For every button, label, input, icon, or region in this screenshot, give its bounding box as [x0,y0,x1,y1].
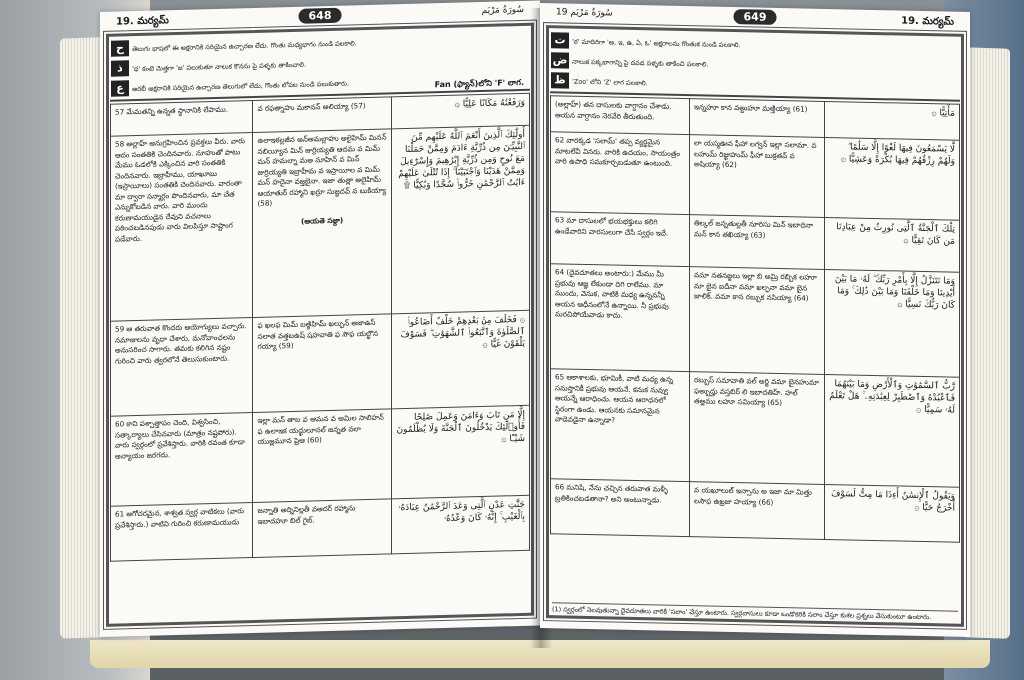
right-pronunciation-notes [550,31,960,102]
verse-row [111,125,530,321]
arabic-verse: وَرَفَعْنَٰهُ مَكَانًا عَلِيًّا ۞ [391,93,529,129]
arabic-verse: أُولَٰٓئِكَ ٱلَّذِينَ أَنْعَمَ ٱللَّهُ عَلَيْهِم مِّنَ ٱلنَّبِيِّـۧنَ مِن ذُرِّيَّةِ ءَادَمَ وَمِمَّنْ حَمَلْنَا مَعَ نُوحٍ وَمِن ذُرِّيَّةِ إِبْرَٰهِيمَ وَإِسْرَٰٓءِيلَ وَمِمَّنْ هَدَيْنَا وَٱجْتَبَيْنَآ ۚ إِذَا تُتْلَىٰ عَلَيْهِمْ ءَايَٰتُ ٱلرَّحْمَٰنِ خَرُّوا۟ سُجَّدًا وَبُكِيًّا ۩ [391,125,529,314]
transliteration: ఇల్లా మన్ తాబ వ ఆమన వ అమిల సాలిహన్ ఫ ఉలాఇక యద్ఖులూనల్ జన్నత వలా యుజ్లమూన షైఆ (60) [253,409,391,503]
left-note-text: తెలుగు భాషలో ఈ అక్షరానికి సరియైన ఉచ్చారణ లేదు. గొంతు మధ్యభాగం నుండి పలకాలి. [132,39,357,54]
transliteration: జన్నాతి అద్నినిల్లతీ వఅదర్ రహ్మాను ఇబాదహూ బిల్ గైబ్. [253,499,391,558]
right-page [540,3,970,637]
verse-row [111,310,530,416]
telugu-translation: 59 ఆ తరువాత కొందరు అయోగ్యులు వచ్చారు. నమాజులను వృధా చేశారు, మనోవాంఛలను అనుసరించ సాగారు. తమకు కలిగిన నష్టం గురించి వారు త్వరలోనే తెలుసుకుంటారు. [111,317,253,416]
transliteration: వమా నతనజ్జలు ఇల్లా బి అమ్రి రబ్బిక లహూ మా బైన ఐదీనా వమా ఖల్ఫనా వమా బైన జాలిక్. వమా కాన రబ్బుక నసియ్యా (64) [690,267,825,375]
arabic-verse: وَمَا نَتَنَزَّلُ إِلَّا بِأَمْرِ رَبِّكَ ۖ لَهُۥ مَا بَيْنَ أَيْدِينَا وَمَا خَلْفَنَا وَمَا بَيْنَ ذَٰلِكَ ۚ وَمَا كَانَ رَبُّكَ نَسِيًّا ۞ [825,269,960,377]
left-note-key: ح [111,40,129,56]
sajda-note: (ఆయతె సజ్దా) [300,215,344,226]
left-verse-table [110,93,530,562]
left-page-number: 648 [299,8,342,24]
right-verse-table [550,95,960,543]
arabic-verse: لَّا يَسْمَعُونَ فِيهَا لَغْوًا إِلَّا سَلَٰمًا ۖ وَلَهُمْ رِزْقُهُمْ فِيهَا بُكْرَةً وَعَشِيًّا ۞ [825,137,960,220]
verse-row [551,479,960,543]
right-footnote: (1) స్వర్గంలో నెలవుతున్నా దైవదూతలు వారికి 'సలాం' చేస్తూ ఉంటారు. స్వర్గవాసులు కూడా ఒండొకరికి సలాం చేస్తూ కుశల ప్రశ్నలు వేసుకుంటూ ఉంటారు. [552,602,958,623]
telugu-translation: 57 మేమతన్ని ఉన్నత స్థానానికి లేపాము. [111,100,253,136]
transliteration: లా యస్మఊన ఫీహా లగ్వన్ ఇల్లా సలామా. వ లహుమ్ రిజ్ఖుహుమ్ ఫీహా బుక్రతవ్ వ అషియ్యా (62) [690,135,825,218]
left-note-text: అరబీ అక్షరానికి సరియైన ఉచ్చారణ తెలుగులో లేదు, గొంతు లోపల నుండి పలుకుతారు. [132,79,350,94]
telugu-translation: 58 అల్లాహ్ అనుగ్రహించిన ప్రవక్తలు వీరు. వారు ఆదం సంతతికి చెందినవారు. నూహుతో పాటు మేము ఓడలోకి ఎక్కించిన వారి సంతతికి చెందినవారు. ఇబ్రాహీము, యాఖూబు (ఇస్రాయీలు) సంతతికి చెందినవారు. వారంతా మా ద్వారా సన్మార్గం పొందినవారు, మా చేత ఎన్నుకోబడిన వారు. వారి ముందు కరుణామయుడైన దేవుని వచనాలు పఠించబడినపుడు వారు విలపిస్తూ సాష్టాంగ పడేవారు. [111,132,253,321]
left-note-text: 'ధ' కంటె మెత్తగా 'జ' పలుకుతూ నాలుక కొనను పై పళ్ళకు తాకించాలి. [132,60,307,74]
transliteration-cell [253,129,391,318]
verse-row [551,264,960,378]
transliteration: ఉలాఇకల్లజీన అన్అమల్లాహు అలైహిమ్ మినన్ నబియ్యీన మిన్ జుర్రియ్యతి ఆదమ వ మిమ్ మన్ హమల్నా మఅ నూహిన్ వ మిన్ జుర్రియ్యతి ఇబ్రాహీమ వ ఇస్రాయీల వ మిమ్ మన్ హదైనా వజ్తబైనా. ఇజా తుత్లా అలైహిమ్ ఆయాతుర్ రహ్మాని ఖర్రూ సుజ్జదవ్ వ బుకియ్యా (58) [257,132,387,208]
left-note-key: ذ [111,60,129,76]
right-note-key: ت [551,32,569,48]
left-surah-label: 19. మర్యమ్ [116,15,169,28]
open-book [60,4,1010,668]
right-surah-arabic: سُورَةُ مَرْيَم 19 [556,7,613,19]
telugu-translation: 61 అగోచరమైన, శాశ్వత స్వర్గ వాటికలు (వారు ప్రవేశిస్తారు.) వాటిని గురించి కరుణామయుడు [111,502,253,561]
left-note-key: ع [111,80,129,96]
page-edges-left [60,37,100,638]
telugu-translation: 62 వారక్కడ 'సలామ్' తప్ప వ్యర్థమైన మాటలేవీ వినరు. వారికి ఉదయం, సాయంత్రం వారి ఉపాధి సమకూర్చబడుతూ ఉంటుంది. [551,132,690,215]
telugu-translation: 65 ఆకాశాలకు, భూమికీ, వాటి మధ్య ఉన్న సమస్తానికీ ప్రభువు ఆయనే. కనుక నువ్వు ఆయన్నే ఆరాధించు. ఆయన ఆరాధనలో స్థిరంగా ఉండు. ఆయనకు సమానమైన వాడెవడైనా ఉన్నాడా? [551,369,690,482]
verse-row [551,369,960,488]
fan-note: Fan (ఫ్యాన్)లోని 'F' లాగ. [434,77,524,90]
left-pronunciation-notes [110,29,530,102]
arabic-verse: جَنَّٰتِ عَدْنٍ ٱلَّتِى وَعَدَ ٱلرَّحْمَٰنُ عِبَادَهُۥ بِٱلْغَيْبِ ۚ إِنَّهُۥ كَانَ وَعْدُهُۥ [391,495,529,554]
telugu-translation: 64 (దైవదూతలు అంటారు:) మేము మీ ప్రభువు ఆజ్ఞ లేకుండా దిగి రాలేము. మా ముందు, వెనుక, వాటికి మధ్య ఉన్నవన్నీ ఆయన ఆధీనంలోనే ఉన్నాయి. నీ ప్రభువు మరచిపోయేవాడు కాదు. [551,264,690,372]
verse-row [551,212,960,273]
arabic-verse: مَأْتِيًّا ۞ [825,101,960,140]
right-note-key: ظ [551,72,569,88]
verse-row [551,132,960,221]
transliteration: తిల్కల్ జన్నతుల్లతీ నూరిసు మిన్ ఇబాదినా మన్ కాన తఖియ్యా (63) [690,215,825,270]
transliteration: వ యఖూలుల్ ఇన్సాను అ ఇజా మా మిత్తు లసౌఫ ఉఖ్రజు హయ్యా (66) [690,482,825,540]
page-edges-right [965,47,1010,639]
verse-row [111,405,530,506]
transliteration: ఇన్నహూ కాన వఅ్దుహూ మఅ్తియ్యా (61) [690,99,825,138]
transliteration: వ రఫఅ్నాహు మకానన్ అలియ్యా (57) [253,97,391,133]
right-note-text: నాలుక పక్కభాగాన్ని పై దవడ పళ్ళకు తాకించి పలకాలి. [572,57,709,69]
arabic-verse: رَّبُّ ٱلسَّمَٰوَٰتِ وَٱلْأَرْضِ وَمَا بَيْنَهُمَا فَٱعْبُدْهُ وَٱصْطَبِرْ لِعِبَٰدَتِهِۦ ۚ هَلْ تَعْلَمُ لَهُۥ سَمِيًّا ۞ [825,374,960,487]
right-page-number: 649 [734,9,777,25]
transliteration: రబ్బుస్ సమావాతి వల్ అర్జి వమా బైనహుమా ఫఅ్బుద్హు వస్తబిర్ లి ఇబాదతిహ్. హల్ తఅ్లము లహూ సమియ్యా (65) [690,372,825,485]
arabic-verse: تِلْكَ ٱلْجَنَّةُ ٱلَّتِى نُورِثُ مِنْ عِبَادِنَا مَن كَانَ تَقِيًّا ۞ [825,217,960,272]
left-page [100,0,540,637]
transliteration: ఫ ఖలఫ మిమ్ బఅ్దిహిమ్ ఖల్ఫున్ అజాఉస్ సలాత వత్తబఉష్ షహవాతి ఫ సౌఫ యల్ఖౌన గయ్యా (59) [253,314,391,413]
arabic-verse: وَيَقُولُ ٱلْإِنسَٰنُ أَءِذَا مَا مِتُّ لَسَوْفَ أُخْرَجُ حَيًّا ۞ [825,484,960,542]
right-note-text: 'Zoo' లోని 'Z' లాగ పలకాలి. [572,77,648,88]
arabic-verse: إِلَّا مَن تَابَ وَءَامَنَ وَعَمِلَ صَٰلِحًا فَأُو۟لَٰٓئِكَ يَدْخُلُونَ ٱلْجَنَّةَ وَلَا يُظْلَمُونَ شَيْـًٔا ۞ [391,405,529,499]
telugu-translation: 60 కాని పశ్చాత్తాపం చెంది, విశ్వసించి, సత్కార్యాలు చేసినవారు (మాత్రం నష్టపోరు). వారు స్వర్గంలో ప్రవేశిస్తారు. వారికి రవంత కూడా అన్యాయం జరగదు. [111,412,253,506]
verse-row [111,495,530,561]
telugu-translation: 66 మనిషి, నేను చచ్చిన తరువాత మళ్ళీ బ్రతికించబడతానా? అని అంటున్నాడు. [551,479,690,537]
right-surah-label: 19. మర్యమ్ [901,15,954,28]
right-note-text: 'ఠ' మాదిరిగా 'అ, ఇ, ఉ, ఏ, ఓ' అక్షరాలను గొంతుక నుండి పలకాలి. [572,37,741,50]
telugu-translation: 63 మా దాసులలో భయభక్తులు కలిగి ఉండేవారిని వారసులుగా చేసే స్వర్గం ఇదే. [551,212,690,267]
telugu-translation: (అల్లాహ్) తన దాసులకు వాగ్దానం చేశాడు. ఆయన వాగ్దానం నెరవేరి తీరుతుంది. [551,96,690,135]
left-surah-arabic: سُورَةُ مَرْيَم [481,4,524,17]
arabic-verse: ۞ فَخَلَفَ مِنۢ بَعْدِهِمْ خَلْفٌ أَضَاعُوا۟ ٱلصَّلَوٰةَ وَٱتَّبَعُوا۟ ٱلشَّهَوَٰتِ ۖ فَسَوْفَ يَلْقَوْنَ غَيًّا ۞ [391,310,529,409]
right-note-key: ض [551,52,569,68]
